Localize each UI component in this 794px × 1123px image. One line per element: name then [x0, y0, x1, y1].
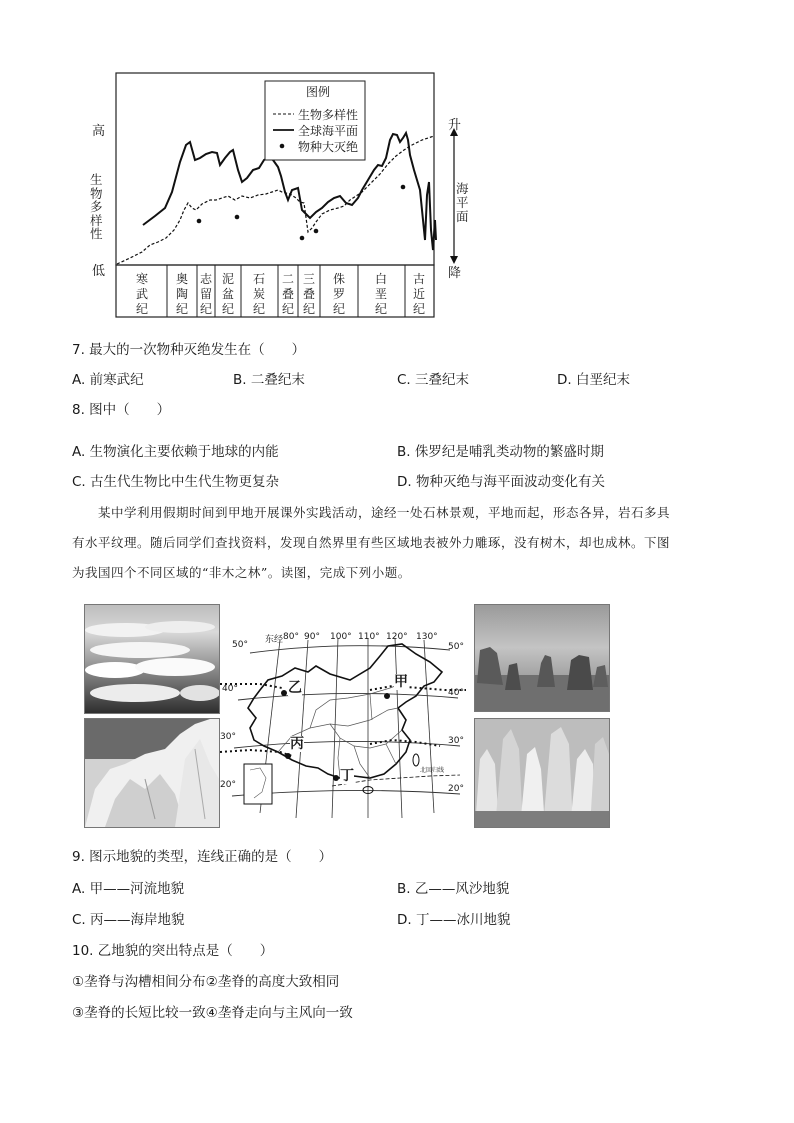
question-7-option-d[interactable]: D. 白垩纪末: [557, 372, 630, 388]
extinction-dots: [197, 185, 406, 241]
question-8-option-a[interactable]: A. 生物演化主要依赖于地球的内能: [72, 444, 279, 460]
lon-120: 120°: [386, 632, 408, 642]
lat-right-30: 30°: [448, 736, 464, 746]
y-right-high: 升: [448, 118, 462, 133]
lat-left-50: 50°: [232, 640, 248, 650]
question-8-option-c[interactable]: C. 古生代生物比中生代生物更复杂: [72, 474, 280, 490]
y-left-high: 高: [92, 124, 106, 139]
question-9-option-c[interactable]: C. 丙——海岸地貌: [72, 912, 185, 928]
marker-ding: [333, 775, 339, 781]
photo-danxia-columns-art: [475, 605, 609, 711]
period-paleogene: 古近纪: [413, 272, 426, 316]
reading-passage: [72, 498, 724, 588]
lon-prefix: 东经: [265, 635, 284, 645]
legend-title: 图例: [306, 85, 331, 99]
question-7-option-c[interactable]: C. 三叠纪末: [397, 372, 470, 388]
y-left-label: 生物多样性: [90, 172, 103, 241]
period-devonian: 泥盆纪: [222, 272, 235, 316]
marker-yi: [281, 690, 287, 696]
lat-right-50: 50°: [448, 642, 464, 652]
marker-jia: [384, 693, 390, 699]
period-triassic: 三叠纪: [303, 272, 316, 316]
photo-danxia-columns: [474, 604, 610, 712]
question-9-option-b[interactable]: B. 乙——风沙地貌: [397, 881, 510, 897]
question-9-option-a[interactable]: A. 甲——河流地貌: [72, 881, 185, 897]
period-silurian: 志留纪: [200, 272, 213, 316]
label-ding: 丁: [340, 768, 354, 784]
question-9-option-d[interactable]: D. 丁——冰川地貌: [397, 912, 511, 928]
south-china-sea-inset: [244, 764, 272, 804]
legend-item-sea-level: 全球海平面: [298, 124, 359, 138]
label-yi: 乙: [288, 680, 302, 696]
photo-stone-forest: [474, 718, 610, 828]
question-10-stem: 10. 乙地貌的突出特点是（ ）: [72, 943, 274, 959]
lat-left-30: 30°: [220, 732, 236, 742]
legend-item-biodiversity: 生物多样性: [298, 108, 359, 122]
question-10-statement-2: ③垄脊的长短比较一致④垄脊走向与主风向一致: [72, 1005, 353, 1021]
period-cambrian: 寒武纪: [136, 272, 149, 316]
china-map: [220, 628, 470, 828]
period-permian: 二叠纪: [282, 272, 295, 316]
y-right-label: 海平面: [456, 181, 469, 224]
map-canvas: [220, 628, 470, 828]
question-8-stem: 8. 图中（ ）: [72, 402, 171, 418]
lon-110: 110°: [358, 632, 380, 642]
legend-dot-swatch: [280, 144, 285, 149]
photo-ice-pinnacles: [84, 718, 220, 828]
label-bing: 丙: [290, 736, 304, 752]
biodiversity-chart: [70, 70, 480, 325]
lat-left-20: 20°: [220, 780, 236, 790]
question-8-option-b[interactable]: B. 侏罗纪是哺乳类动物的繁盛时期: [397, 444, 604, 460]
photo-ice-pinnacles-art: [85, 719, 219, 827]
question-7-option-b[interactable]: B. 二叠纪末: [233, 372, 305, 388]
period-ordovician: 奥陶纪: [176, 272, 189, 316]
period-jurassic: 侏罗纪: [333, 272, 346, 316]
period-carboniferous: 石炭纪: [253, 272, 266, 316]
passage-line-3: 为我国四个不同区域的“非木之林”。读图，完成下列小题。: [72, 565, 411, 580]
y-right-low: 降: [448, 266, 462, 281]
lon-90: 90°: [304, 632, 320, 642]
question-8-option-d[interactable]: D. 物种灭绝与海平面波动变化有关: [397, 474, 605, 490]
photo-yardang-art: [85, 605, 219, 713]
question-7-stem: 7. 最大的一次物种灭绝发生在（ ）: [72, 342, 306, 358]
lon-80: 80°: [283, 632, 299, 642]
question-7-option-a[interactable]: A. 前寒武纪: [72, 372, 144, 388]
label-tropic: 北回归线: [420, 767, 445, 774]
taiwan-island: [413, 754, 419, 766]
label-jia: 甲: [394, 674, 408, 690]
photo-yardang: [84, 604, 220, 714]
question-9-stem: 9. 图示地貌的类型，连线正确的是（ ）: [72, 849, 333, 865]
lat-right-40: 40°: [448, 688, 464, 698]
lat-left-40: 40°: [222, 684, 238, 694]
period-cretaceous: 白垩纪: [375, 272, 388, 316]
lon-100: 100°: [330, 632, 352, 642]
marker-bing: [285, 753, 291, 759]
passage-line-2: 有水平纹理。随后同学们查找资料，发现自然界里有些区域地表被外力雕琢，没有树木，却也成林。下图: [72, 535, 671, 550]
lon-130: 130°: [416, 632, 438, 642]
question-10-statement-1: ①垄脊与沟槽相间分布②垄脊的高度大致相同: [72, 974, 340, 990]
lat-right-20: 20°: [448, 784, 464, 794]
photo-stone-forest-art: [475, 719, 609, 827]
y-left-low: 低: [92, 264, 106, 279]
legend-item-extinction: 物种大灭绝: [298, 140, 359, 154]
passage-line-1: 某中学利用假期时间到甲地开展课外实践活动，途经一处石林景观，平地而起，形态各异，岩石多具: [98, 505, 671, 520]
